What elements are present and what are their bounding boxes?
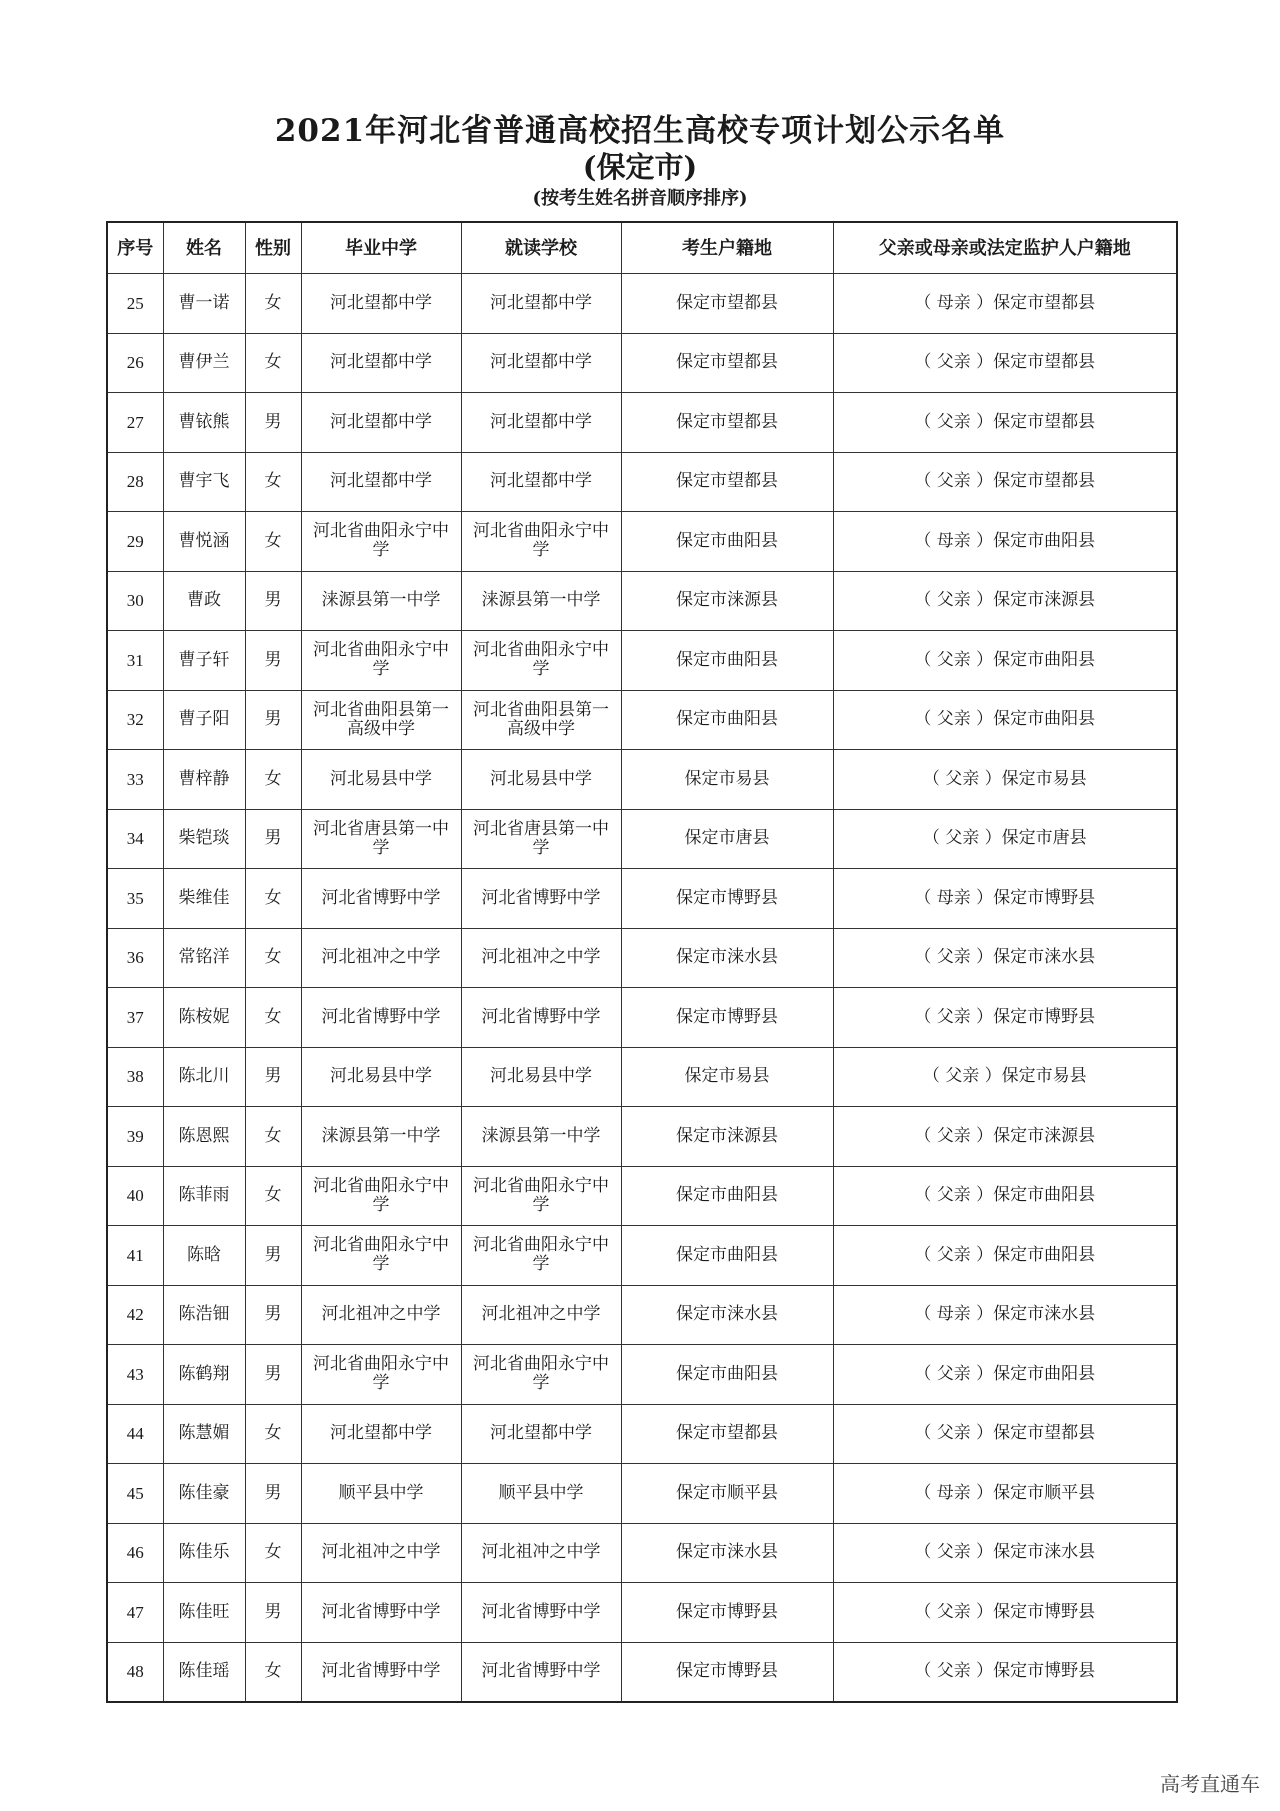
cell-guardian-residence: （ 父亲 ）保定市曲阳县 (833, 1226, 1177, 1286)
cell-guardian-residence: （ 父亲 ）保定市曲阳县 (833, 1166, 1177, 1226)
cell-name: 柴铠琰 (163, 809, 245, 869)
cell-student-residence: 保定市曲阳县 (621, 690, 833, 750)
cell-name: 陈晗 (163, 1226, 245, 1286)
cell-current-school: 河北祖冲之中学 (461, 928, 621, 988)
cell-graduation-school: 河北望都中学 (301, 452, 461, 512)
cell-current-school: 河北易县中学 (461, 750, 621, 810)
watermark-text: 高考直通车 (1160, 1772, 1260, 1796)
cell-current-school: 河北易县中学 (461, 1047, 621, 1107)
cell-guardian-residence: （ 父亲 ）保定市涞源县 (833, 571, 1177, 631)
cell-student-residence: 保定市涞水县 (621, 1523, 833, 1583)
cell-student-residence: 保定市顺平县 (621, 1464, 833, 1524)
cell-name: 陈恩熙 (163, 1107, 245, 1167)
cell-gender: 男 (245, 1583, 301, 1643)
sort-note: (按考生姓名拼音顺序排序) (532, 188, 748, 209)
table-row (107, 1345, 1177, 1405)
cell-guardian-residence: （ 父亲 ）保定市涞水县 (833, 1523, 1177, 1583)
table-row (107, 631, 1177, 691)
cell-graduation-school: 河北祖冲之中学 (301, 928, 461, 988)
cell-gender: 男 (245, 1345, 301, 1405)
cell-gender: 男 (245, 1464, 301, 1524)
cell-name: 曹梓静 (163, 750, 245, 810)
cell-index: 37 (107, 988, 163, 1048)
cell-current-school: 河北省唐县第一中学 (461, 809, 621, 869)
cell-index: 40 (107, 1166, 163, 1226)
cell-gender: 女 (245, 274, 301, 334)
cell-guardian-residence: （ 父亲 ）保定市涞源县 (833, 1107, 1177, 1167)
table-row (107, 1523, 1177, 1583)
cell-guardian-residence: （ 父亲 ）保定市曲阳县 (833, 1345, 1177, 1405)
cell-name: 曹政 (163, 571, 245, 631)
cell-index: 27 (107, 393, 163, 453)
cell-student-residence: 保定市涞源县 (621, 571, 833, 631)
cell-guardian-residence: （ 父亲 ）保定市曲阳县 (833, 690, 1177, 750)
cell-graduation-school: 河北省曲阳县第一高级中学 (301, 690, 461, 750)
cell-name: 曹悦涵 (163, 512, 245, 572)
cell-current-school: 河北望都中学 (461, 393, 621, 453)
cell-index: 42 (107, 1285, 163, 1345)
cell-name: 曹一诺 (163, 274, 245, 334)
cell-current-school: 河北省博野中学 (461, 1642, 621, 1702)
cell-index: 38 (107, 1047, 163, 1107)
cell-index: 34 (107, 809, 163, 869)
cell-graduation-school: 河北省博野中学 (301, 1642, 461, 1702)
table-row (107, 1107, 1177, 1167)
cell-guardian-residence: （ 父亲 ）保定市望都县 (833, 393, 1177, 453)
cell-student-residence: 保定市曲阳县 (621, 1226, 833, 1286)
table-row (107, 1285, 1177, 1345)
table-row (107, 1464, 1177, 1524)
cell-student-residence: 保定市望都县 (621, 393, 833, 453)
cell-index: 39 (107, 1107, 163, 1167)
cell-current-school: 涞源县第一中学 (461, 1107, 621, 1167)
cell-index: 47 (107, 1583, 163, 1643)
cell-name: 陈慧媚 (163, 1404, 245, 1464)
cell-graduation-school: 河北易县中学 (301, 1047, 461, 1107)
table-row (107, 1166, 1177, 1226)
cell-student-residence: 保定市曲阳县 (621, 631, 833, 691)
table-row (107, 1226, 1177, 1286)
page-title: 2021年河北省普通高校招生高校专项计划公示名单 (274, 113, 1006, 149)
cell-name: 陈鹤翔 (163, 1345, 245, 1405)
cell-current-school: 河北省曲阳县第一高级中学 (461, 690, 621, 750)
cell-current-school: 河北祖冲之中学 (461, 1523, 621, 1583)
cell-graduation-school: 河北祖冲之中学 (301, 1285, 461, 1345)
table-header-row (107, 222, 1177, 274)
cell-gender: 女 (245, 452, 301, 512)
cell-gender: 男 (245, 631, 301, 691)
cell-index: 26 (107, 333, 163, 393)
cell-gender: 女 (245, 988, 301, 1048)
cell-current-school: 河北省博野中学 (461, 988, 621, 1048)
cell-gender: 女 (245, 928, 301, 988)
cell-guardian-residence: （ 父亲 ）保定市博野县 (833, 1583, 1177, 1643)
table-row (107, 393, 1177, 453)
cell-gender: 男 (245, 1047, 301, 1107)
col-header-graduation-school: 毕业中学 (301, 222, 461, 274)
cell-student-residence: 保定市博野县 (621, 1583, 833, 1643)
cell-index: 33 (107, 750, 163, 810)
cell-index: 43 (107, 1345, 163, 1405)
table-row (107, 988, 1177, 1048)
cell-gender: 男 (245, 1285, 301, 1345)
page-subtitle: (保定市) (582, 150, 698, 184)
table-row (107, 1047, 1177, 1107)
cell-gender: 女 (245, 1523, 301, 1583)
cell-graduation-school: 河北省曲阳永宁中学 (301, 1166, 461, 1226)
cell-student-residence: 保定市涞水县 (621, 1285, 833, 1345)
cell-guardian-residence: （ 父亲 ）保定市望都县 (833, 333, 1177, 393)
cell-current-school: 河北望都中学 (461, 274, 621, 334)
cell-name: 陈浩钿 (163, 1285, 245, 1345)
cell-gender: 女 (245, 1166, 301, 1226)
table-row (107, 452, 1177, 512)
cell-index: 36 (107, 928, 163, 988)
cell-name: 陈桉妮 (163, 988, 245, 1048)
cell-guardian-residence: （ 父亲 ）保定市博野县 (833, 1642, 1177, 1702)
cell-gender: 女 (245, 1107, 301, 1167)
cell-graduation-school: 河北省曲阳永宁中学 (301, 1226, 461, 1286)
cell-current-school: 河北省曲阳永宁中学 (461, 631, 621, 691)
cell-index: 31 (107, 631, 163, 691)
cell-name: 陈佳瑶 (163, 1642, 245, 1702)
cell-index: 30 (107, 571, 163, 631)
col-header-name: 姓名 (163, 222, 245, 274)
cell-name: 曹铱熊 (163, 393, 245, 453)
cell-graduation-school: 河北望都中学 (301, 393, 461, 453)
table-row (107, 750, 1177, 810)
table-row (107, 512, 1177, 572)
cell-student-residence: 保定市望都县 (621, 333, 833, 393)
cell-graduation-school: 河北望都中学 (301, 1404, 461, 1464)
cell-gender: 男 (245, 809, 301, 869)
cell-name: 陈佳旺 (163, 1583, 245, 1643)
cell-current-school: 河北祖冲之中学 (461, 1285, 621, 1345)
cell-student-residence: 保定市望都县 (621, 452, 833, 512)
cell-current-school: 河北望都中学 (461, 333, 621, 393)
cell-student-residence: 保定市易县 (621, 750, 833, 810)
cell-current-school: 河北省曲阳永宁中学 (461, 1345, 621, 1405)
cell-graduation-school: 河北省曲阳永宁中学 (301, 631, 461, 691)
cell-index: 48 (107, 1642, 163, 1702)
cell-gender: 男 (245, 690, 301, 750)
cell-student-residence: 保定市曲阳县 (621, 1166, 833, 1226)
cell-guardian-residence: （ 父亲 ）保定市曲阳县 (833, 631, 1177, 691)
cell-student-residence: 保定市望都县 (621, 274, 833, 334)
cell-student-residence: 保定市博野县 (621, 1642, 833, 1702)
cell-student-residence: 保定市涞水县 (621, 928, 833, 988)
col-header-student-residence: 考生户籍地 (621, 222, 833, 274)
table-row (107, 1404, 1177, 1464)
cell-guardian-residence: （ 父亲 ）保定市易县 (833, 750, 1177, 810)
cell-gender: 女 (245, 869, 301, 929)
cell-guardian-residence: （ 母亲 ）保定市望都县 (833, 274, 1177, 334)
table-row (107, 809, 1177, 869)
cell-name: 常铭洋 (163, 928, 245, 988)
cell-student-residence: 保定市曲阳县 (621, 512, 833, 572)
cell-gender: 男 (245, 571, 301, 631)
cell-current-school: 河北望都中学 (461, 452, 621, 512)
cell-graduation-school: 河北省博野中学 (301, 988, 461, 1048)
cell-graduation-school: 河北省博野中学 (301, 1583, 461, 1643)
cell-student-residence: 保定市曲阳县 (621, 1345, 833, 1405)
cell-current-school: 河北望都中学 (461, 1404, 621, 1464)
col-header-current-school: 就读学校 (461, 222, 621, 274)
cell-current-school: 涞源县第一中学 (461, 571, 621, 631)
cell-name: 曹子阳 (163, 690, 245, 750)
cell-index: 46 (107, 1523, 163, 1583)
col-header-gender: 性别 (245, 222, 301, 274)
cell-guardian-residence: （ 父亲 ）保定市涞水县 (833, 928, 1177, 988)
roster-table (106, 221, 1178, 1703)
cell-gender: 女 (245, 1404, 301, 1464)
cell-graduation-school: 河北省唐县第一中学 (301, 809, 461, 869)
cell-name: 曹子轩 (163, 631, 245, 691)
table-row (107, 571, 1177, 631)
table-row (107, 274, 1177, 334)
cell-graduation-school: 河北望都中学 (301, 274, 461, 334)
cell-graduation-school: 河北易县中学 (301, 750, 461, 810)
cell-name: 曹宇飞 (163, 452, 245, 512)
cell-guardian-residence: （ 母亲 ）保定市顺平县 (833, 1464, 1177, 1524)
cell-student-residence: 保定市博野县 (621, 869, 833, 929)
cell-gender: 女 (245, 333, 301, 393)
cell-name: 柴维佳 (163, 869, 245, 929)
cell-guardian-residence: （ 父亲 ）保定市博野县 (833, 988, 1177, 1048)
cell-name: 陈北川 (163, 1047, 245, 1107)
table-row (107, 1583, 1177, 1643)
cell-current-school: 顺平县中学 (461, 1464, 621, 1524)
cell-graduation-school: 河北望都中学 (301, 333, 461, 393)
cell-gender: 女 (245, 750, 301, 810)
cell-name: 陈菲雨 (163, 1166, 245, 1226)
cell-name: 曹伊兰 (163, 333, 245, 393)
cell-guardian-residence: （ 父亲 ）保定市易县 (833, 1047, 1177, 1107)
cell-student-residence: 保定市唐县 (621, 809, 833, 869)
table-body (107, 274, 1177, 1703)
cell-graduation-school: 涞源县第一中学 (301, 571, 461, 631)
cell-student-residence: 保定市博野县 (621, 988, 833, 1048)
cell-graduation-school: 河北省博野中学 (301, 869, 461, 929)
cell-guardian-residence: （ 母亲 ）保定市曲阳县 (833, 512, 1177, 572)
col-header-guardian-residence: 父亲或母亲或法定监护人户籍地 (833, 222, 1177, 274)
cell-current-school: 河北省博野中学 (461, 869, 621, 929)
table-row (107, 690, 1177, 750)
cell-index: 35 (107, 869, 163, 929)
table-row (107, 928, 1177, 988)
cell-student-residence: 保定市涞源县 (621, 1107, 833, 1167)
table-row (107, 333, 1177, 393)
table-row (107, 869, 1177, 929)
cell-index: 44 (107, 1404, 163, 1464)
cell-guardian-residence: （ 父亲 ）保定市望都县 (833, 452, 1177, 512)
cell-gender: 女 (245, 512, 301, 572)
cell-graduation-school: 河北祖冲之中学 (301, 1523, 461, 1583)
table-row (107, 1642, 1177, 1702)
cell-index: 29 (107, 512, 163, 572)
cell-index: 32 (107, 690, 163, 750)
cell-name: 陈佳豪 (163, 1464, 245, 1524)
cell-graduation-school: 河北省曲阳永宁中学 (301, 1345, 461, 1405)
cell-current-school: 河北省曲阳永宁中学 (461, 512, 621, 572)
cell-guardian-residence: （ 母亲 ）保定市博野县 (833, 869, 1177, 929)
cell-guardian-residence: （ 父亲 ）保定市望都县 (833, 1404, 1177, 1464)
cell-index: 28 (107, 452, 163, 512)
cell-guardian-residence: （ 父亲 ）保定市唐县 (833, 809, 1177, 869)
cell-graduation-school: 顺平县中学 (301, 1464, 461, 1524)
cell-current-school: 河北省博野中学 (461, 1583, 621, 1643)
cell-current-school: 河北省曲阳永宁中学 (461, 1166, 621, 1226)
cell-index: 41 (107, 1226, 163, 1286)
cell-guardian-residence: （ 母亲 ）保定市涞水县 (833, 1285, 1177, 1345)
col-header-index: 序号 (107, 222, 163, 274)
cell-current-school: 河北省曲阳永宁中学 (461, 1226, 621, 1286)
cell-gender: 男 (245, 393, 301, 453)
cell-graduation-school: 涞源县第一中学 (301, 1107, 461, 1167)
cell-student-residence: 保定市易县 (621, 1047, 833, 1107)
cell-gender: 男 (245, 1226, 301, 1286)
cell-graduation-school: 河北省曲阳永宁中学 (301, 512, 461, 572)
cell-index: 25 (107, 274, 163, 334)
cell-gender: 女 (245, 1642, 301, 1702)
cell-index: 45 (107, 1464, 163, 1524)
cell-name: 陈佳乐 (163, 1523, 245, 1583)
cell-student-residence: 保定市望都县 (621, 1404, 833, 1464)
